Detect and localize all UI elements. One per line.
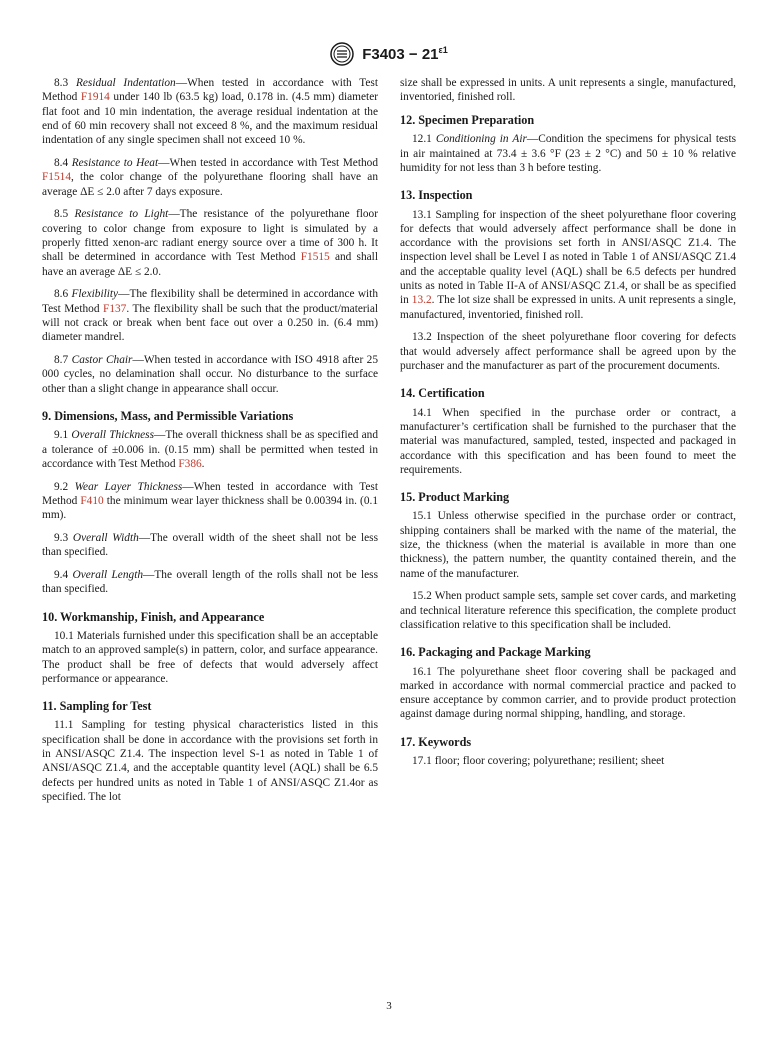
section-12-1: 12.1 Conditioning in Air—Condition the specimens for physical tests in air maintained at 73.4 ± 3.6 °F (23 ± 2 °C) and 50 ± 10 % relative humidity for not less than 3 h before testing. <box>400 133 737 174</box>
right-column <box>400 76 736 777</box>
heading-section-10: 10. Workmanship, Finish, and Appearance <box>42 609 265 624</box>
ref-link-f1914[interactable]: F1914 <box>80 91 110 104</box>
section-15-2: 15.2 When product sample sets, sample set cover cards, and marketing and technical literature reference this specification, the complete product classification relative to this specification shall be included. <box>400 590 736 631</box>
section-13-1: 13.1 Sampling for inspection of the sheet polyurethane floor covering for defects that would adversely affect performance shall be done in accordance with the provisions set forth in ANSI/ASQC Z1.4. The inspection level shall be Level I as noted in Table 1 of ANSI/ASQC Z1.4 and the acceptable quality level (AQL) shall be 6.5 defects per hundred units as noted in Table II-A of ANSI/ASQC Z1.4, or shall be as specified in 13.2. The lot size shall be expressed in units. A unit represents a single, manufactured, inventoried, finished roll. <box>400 208 736 321</box>
section-9-3: 9.3 Overall Width—The overall width of the sheet shall not be less than specified. <box>42 532 378 559</box>
ref-link-f386[interactable]: F386 <box>178 457 202 470</box>
heading-section-11: 11. Sampling for Test <box>42 699 152 714</box>
section-9-4: 9.4 Overall Length—The overall length of the rolls shall not be less than specified. <box>42 569 378 596</box>
heading-section-17: 17. Keywords <box>400 734 472 749</box>
heading-section-16: 16. Packaging and Package Marking <box>400 645 591 660</box>
astm-logo-icon <box>330 42 354 66</box>
page-header <box>0 40 778 68</box>
section-17-1: 17.1 floor; floor covering; polyurethane; resilient; sheet <box>412 755 665 768</box>
section-13-2: 13.2 Inspection of the sheet polyurethane floor covering for defects that would adversely affect performance shall be agreed upon by the purchaser and the manufacturer as part of the procurement documents. <box>400 331 736 373</box>
left-column <box>42 76 378 813</box>
heading-section-12: 12. Specimen Preparation <box>400 113 535 128</box>
ref-link-f1514[interactable]: F1514 <box>42 171 71 184</box>
section-8-7: 8.7 Castor Chair—When tested in accordance with ISO 4918 after 25 000 cycles, no delamination shall occur. No disturbance to the surface other than a slight change in appearance shall occur. <box>42 354 379 395</box>
section-16-1: 16.1 The polyurethane sheet floor covering shall be packaged and marked in accordance with normal commercial practice and packed to ensure acceptance by common carrier, and to provide product protection against damage during normal shipping, handling, and storage. <box>400 665 736 721</box>
heading-section-14: 14. Certification <box>400 386 485 401</box>
heading-section-9: 9. Dimensions, Mass, and Permissible Variations <box>42 408 294 423</box>
section-8-5: 8.5 Resistance to Light—The resistance of the polyurethane floor covering to color change from exposure to light is simulated by a properly fitted xenon-arc radiant energy source over a time of 300 h. It shall be determined in accordance with Test Method F1515 and shall have an average ΔE ≤ 2.0. <box>42 208 379 278</box>
ref-link-f410[interactable]: F410 <box>80 494 104 507</box>
section-11-1: 11.1 Sampling for testing physical characteristics listed in this specification shall be done in accordance with the provisions set forth in in ANSI/ASQC Z1.4. The inspection level S-1 as noted in Table 1 of ANSI/ASQC Z1.4, and the acceptable quantity level (AQL) shall be 6.5 defects per hundred units as noted in Table 1 of ANSI/ASQC Z1.4or as specified. The lot <box>42 719 378 803</box>
ref-link-f1515[interactable]: F1515 <box>300 251 330 264</box>
section-11-1-continued: size shall be expressed in units. A unit represents a single, manufactured, inventoried, finished roll. <box>400 77 736 104</box>
section-15-1: 15.1 Unless otherwise specified in the purchase order or contract, shipping containers shall be marked with the name of the material, the size, the thickness (when the material is available in more than one thickness), the pattern number, the quantity contained therein, and the name of the manufacturer. <box>400 510 736 580</box>
page-number: 3 <box>386 1000 392 1012</box>
ref-link-13-2[interactable]: 13.2 <box>411 294 432 307</box>
heading-section-15: 15. Product Marking <box>400 490 510 505</box>
section-9-2: 9.2 Wear Layer Thickness—When tested in accordance with Test Method F410 the minimum wear layer thickness shall be 0.00394 in. (0.1 mm). <box>42 480 378 522</box>
section-9-1: 9.1 Overall Thickness—The overall thickness shall be as specified and a tolerance of ±0.006 in. (0.15 mm) shall be permitted when tested in accordance with Test Method F386. <box>42 429 378 470</box>
ref-link-f137[interactable]: F137 <box>103 302 127 315</box>
section-8-6: 8.6 Flexibility—The flexibility shall be determined in accordance with Test Method F137. The flexibility shall be such that the product/material will not crack or break when bent face out over a 0.250 in. (6.4 mm) diameter mandrel. <box>42 288 379 344</box>
section-8-3: 8.3 Residual Indentation—When tested in accordance with Test Method F1914 under 140 lb (63.5 kg) load, 0.178 in. (4.5 mm) diameter flat foot and 10 min indentation, the average residual indentation at the end of 60 min recovery shall not exceed 8 %, and the maximum residual indentation of any single specimen shall not exceed 10 %. <box>42 77 379 147</box>
heading-section-13: 13. Inspection <box>400 188 473 203</box>
document-designation: $F3403 - 21^{\varepsilon 1}$ <box>362 45 448 63</box>
section-8-4: 8.4 Resistance to Heat—When tested in accordance with Test Method F1514, the color change of the polyurethane flooring shall have an average ΔE ≤ 2.0 after 7 days exposure. <box>42 156 378 198</box>
section-10-1: 10.1 Materials furnished under this specification shall be an acceptable match to an approved sample(s) in pattern, color, and surface appearance. The product shall be free of defects that would adversely affect performance or appearance. <box>42 630 378 685</box>
section-14-1: 14.1 When specified in the purchase order or contract, a manufacturer’s certification shall be furnished to the purchaser that the material was manufactured, sampled, tested, inspected and packaged in accordance with this specification and has been found to meet the requirements. <box>400 406 736 476</box>
